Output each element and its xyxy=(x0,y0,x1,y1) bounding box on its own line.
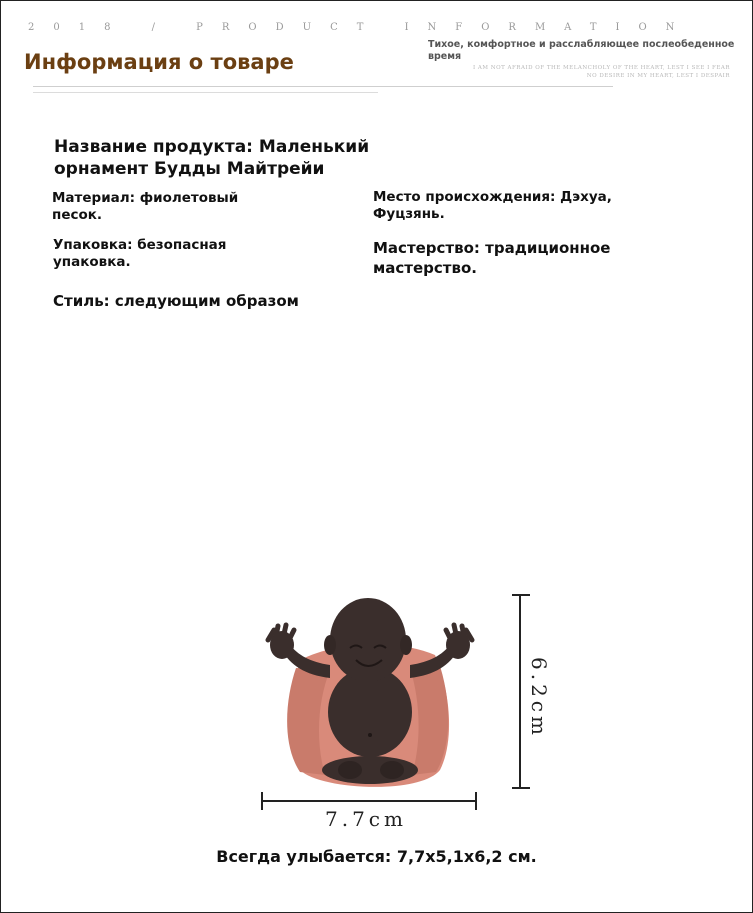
size-caption: Всегда улыбается: 7,7x5,1x6,2 см. xyxy=(216,847,537,866)
spec-craft: Мастерство: традиционное мастерство. xyxy=(373,239,611,277)
product-name: Название продукта: Маленький орнамент Будды Майтрейи xyxy=(54,137,370,179)
header-tagline: Тихое, комфортное и расслабляющее послеобеденное время xyxy=(428,39,735,62)
width-dimension xyxy=(262,792,476,831)
height-dimension xyxy=(512,595,551,788)
spec-origin: Место происхождения: Дэхуа, Фуцзянь. xyxy=(373,189,612,222)
width-label: 7.7cm xyxy=(325,807,407,831)
header-top-line: 2018 / PRODUCT INFORMATION xyxy=(28,22,694,33)
height-label: 6.2cm xyxy=(527,657,551,739)
section-title: Информация о товаре xyxy=(24,50,294,74)
spec-style: Стиль: следующим образом xyxy=(53,292,299,310)
spec-packaging: Упаковка: безопасная упаковка. xyxy=(53,237,227,270)
decorative-caption: I AM NOT AFRAID OF THE MELANCHOLY OF THE HEART, LEST I SEE I FEAR NO DESIRE IN MY HEART, LEST I DESPAIR xyxy=(473,65,730,79)
buddha-figurine-image xyxy=(268,598,472,787)
spec-material: Материал: фиолетовый песок. xyxy=(52,190,239,223)
